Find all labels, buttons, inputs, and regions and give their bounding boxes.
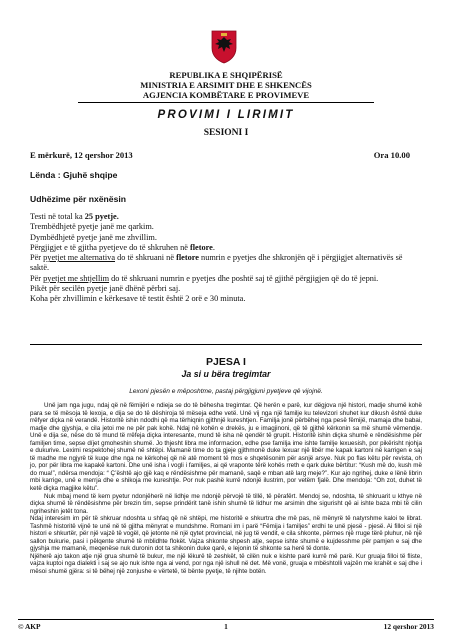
instruction-line: Trembëdhjetë pyetje janë me qarkim. bbox=[30, 222, 154, 232]
instruction-line: Pikët për secilën pyetje janë dhënë përbri saj. bbox=[30, 284, 181, 294]
instruction-line: Për pyetjet me shtjellim do të shkruani numrin e pyetjes dhe poshtë saj të gjithë përgjigjen që do të jepni. bbox=[30, 273, 379, 283]
header-republic: REPUBLIKA E SHQIPËRISË bbox=[169, 70, 283, 80]
exam-time: Ora 10.00 bbox=[373, 150, 410, 160]
header-ministry: MINISTRIA E ARSIMIT DHE E SHKENCËS bbox=[140, 80, 312, 90]
story-paragraph: Njëherë ajo takon atje një grua shumë të bukur, me një lëkurë të zeshkët, të cilën nuk e kishte parë kurrë më parë. Kur gruaja filloi të fliste, vajza kuptoi nga dialekti i saj se ajo nuk ishte nga ai vend, por nga një ishull në det. Më vonë, gruaja e mbështolli vajzën me krahët e saj dhe i mësoi shumë gjëra: si të bëhej një zonjushe e vërtetë, të bënte pyetje, të njihte botën. bbox=[30, 552, 422, 576]
date-line bbox=[30, 150, 410, 160]
page-number: 1 bbox=[224, 622, 228, 631]
albania-coat-of-arms-icon bbox=[210, 30, 238, 64]
subject-label: Lënda : Gjuhë shqipe bbox=[30, 170, 118, 180]
story-paragraph: Ndaj interesim im për të shkruar ndoshta u shfaq që në shtëpi, me historitë e shkurtra dhe më pas, në mënyrë të natyrshme kaloi te librat. Tashmë historitë vijnë te unë në të gjitha mënyrat e mundshme. Romani im i parë “Fëmija i familjes” erdhi te unë pjesë - pjesë. Ai filloi si një histori e shkurtër, për një vajzë të vogël, që jetonte në një qytet provincial, në jug të vendit, e cila shkonte, përmes një rruge tërë pluhur, në një sallon bukurie, pasi i pëlqente shumë të mblidhte flokët. Vajza shkonte shpesh atje, sepse ishte shumë e kujdesshme për pamjen e saj dhe gjyshja me mamanë, meqenëse nuk duronin dot ta shikonin duke qarë, e lejonin të shkonte sa herë të donte. bbox=[30, 515, 422, 553]
exam-title: PROVIMI I LIRIMIT bbox=[157, 109, 295, 121]
instruction-line: Koha për zhvillimin e kërkesave të testit është 2 orë e 30 minuta. bbox=[30, 294, 246, 304]
instruction-line: Për pyetjet me alternativa do të shkruani në fletore numrin e pyetjes dhe shkronjën që i përgjigjet alternativës së saktë. bbox=[30, 253, 403, 273]
story-text bbox=[30, 402, 422, 576]
part-instruction: Lexoni pjesën e mëposhtme, pastaj përgjigjuni pyetjeve që vijojnë. bbox=[129, 388, 323, 395]
story-paragraph: Unë jam nga jugu, ndaj që në fëmijëri e ndieja se do të bëhesha tregimtar. Që herën e parë, kur dëgjova një histori, madje shumë kohë para se të mësoja të lexoja, e dija se do të dëshiroja të mëseja edhe vetë. Unë vij nga një familje ku televizori shuhet kur dikush është duke rrëfyer diçka në verandë. Historitë ishin ndodhi që ma tërhiqnin gjithnjë kureshtjen. Familja jonë përbëhej nga pesë fëmijë, mamaja dhe babai, madje dhe gjyshja, e cila jetoi me ne për pak kohë. Ndaj në kohën e drekës, ju e imagjinoni, që të gjithë kërkonin sa më shumë vëmendje. Unë e dija se, nëse do të mund të rrëfeja diçka interesante, mund të isha në qendër të grupit. Historitë ishin diçka shumë e rëndësishme për familjen time, sepse díjet gmoheshin shumë. Jo thjesht libra me informacion, edhe pse familja ime ishte familje lexuesish, por pikërisht njohja e dukurive. Leximi respektohej shumë në shtëpi. Mamanë time do ta gjeje gjithmonë duke lexuar një libër me kapak kartoni në karrigen e saj të madhe me ngjyrë të kuqe dhe nga ne kërkohej që në atë moment të mos e shqetësonim për asnjë arsye. Nuk po flas këtu për revista, oh jo, por për libra me kapakë kartoni. Dhe unë isha i vogli i familjes, ai që vraponte tërë kohës rreth e qark duke bërtitur: “Kush më do, kush më do mua!”, ndërsa mendoja: “ Ç’është ajo gjë kaq e rëndësishme për mamanë, saqë e mban atë larg meje?”. Kur ajo ngrihej, duke e lënë librin mbi karrige, unë e merrja dhe e shikoja me kureshtje. Por nuk pashë kurrë ndonjë ilustrim, por vetëm fjalë. Dhe mendoja: “Oh zot, duhet të ketë diçka magjike këtu”. bbox=[30, 402, 422, 493]
session-label: SESIONI I bbox=[203, 128, 249, 138]
footer-date: 12 qershor 2013 bbox=[383, 622, 434, 631]
header-agency: AGJENCIA KOMBËTARE E PROVIMEVE bbox=[142, 90, 310, 100]
footer-copyright: © AKP bbox=[18, 622, 41, 631]
part-subtitle: Ja si u bëra tregimtar bbox=[181, 369, 271, 379]
header-divider bbox=[78, 102, 374, 103]
part-label: PJESA I bbox=[206, 356, 246, 368]
instruction-line: Dymbëdhjetë pyetje janë me zhvillim. bbox=[30, 232, 157, 242]
instruction-line: Testi në total ka 25 pyetje. bbox=[30, 212, 119, 221]
footer-divider bbox=[18, 619, 434, 620]
story-paragraph: Nuk mbaj mend të kem pyetur ndonjëherë në lidhje me ndonjë përvojë të tillë, të përafërt. Mendoj se, ndoshta, të shkruarit u kthye në diçka shumë të rëndësishme për brezin tim, sepse prindërit tanë ishin shumë të lidhur me arsimin dhe sigurisht që ai ishte baza mbi të cilin ngriheshin jetët tona. bbox=[30, 492, 422, 515]
section-divider bbox=[30, 344, 422, 345]
exam-date: E mërkurë, 12 qershor 2013 bbox=[30, 150, 133, 160]
page-footer bbox=[18, 622, 434, 631]
instruction-line: Përgjigjet e të gjitha pyetjeve do të shkruhen në fletore. bbox=[30, 242, 215, 252]
instructions-block bbox=[30, 212, 420, 305]
instructions-heading: Udhëzime për nxënësin bbox=[30, 194, 126, 204]
